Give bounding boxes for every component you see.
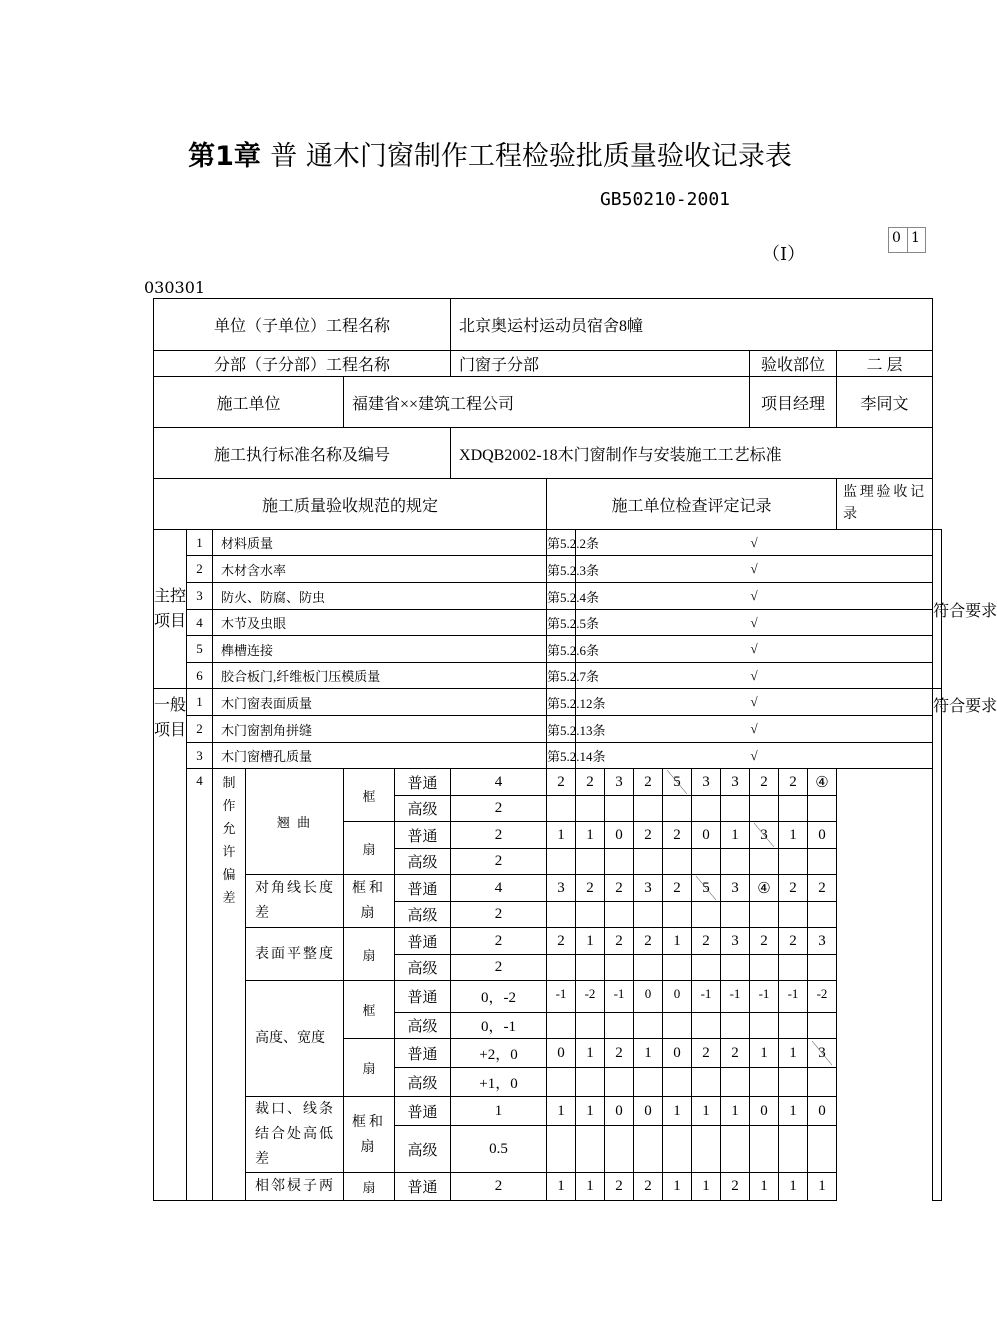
grade-high: 高级 [395, 1013, 451, 1039]
page-number-box [888, 227, 926, 253]
exec-standard-label: 施工执行标准名称及编号 [154, 428, 451, 479]
measure-cell: 0 [605, 1097, 634, 1126]
measure-cell: 1 [576, 928, 605, 955]
hw-frame-part: 框 [344, 981, 395, 1039]
table-row [154, 1173, 942, 1201]
tol-value: 0，-2 [451, 981, 547, 1013]
table-row [154, 636, 942, 663]
measure-cell: 3 [721, 769, 750, 796]
item-no: 5 [187, 636, 213, 663]
page-box-divider [907, 228, 908, 252]
item-name: 木门窗割角拼缝 [213, 716, 547, 743]
measure-cell: 2 [779, 875, 808, 902]
measure-cell: 2 [547, 928, 576, 955]
item-name: 防火、防腐、防虫 [213, 583, 547, 610]
table-row [154, 716, 942, 743]
item-no: 3 [187, 583, 213, 610]
table-row [154, 689, 942, 716]
item-result: √ [576, 610, 933, 636]
item-name: 木节及虫眼 [213, 610, 547, 636]
item-result: √ [576, 636, 933, 663]
tol-value: 0.5 [451, 1126, 547, 1173]
measure-cell: -2 [576, 981, 605, 1013]
tol-value: 0，-1 [451, 1013, 547, 1039]
flat-part: 扇 [344, 928, 395, 981]
measure-cell: 2 [634, 769, 663, 796]
measure-cell: 2 [605, 928, 634, 955]
item-clause: 第5.2.12条 [547, 689, 576, 716]
grade-normal: 普通 [395, 769, 451, 796]
item-name: 木材含水率 [213, 556, 547, 583]
grade-normal: 普通 [395, 1173, 451, 1201]
manager-label: 项目经理 [750, 377, 837, 428]
acceptance-part-label: 验收部位 [750, 351, 837, 377]
measure-cell: 2 [634, 1173, 663, 1201]
grade-normal: 普通 [395, 1039, 451, 1068]
item-name: 材料质量 [213, 530, 547, 556]
table-row [154, 663, 942, 689]
measure-cell: 5 [692, 875, 721, 902]
table-row [154, 981, 942, 1013]
supervise-header: 监理验收记录 [837, 479, 933, 530]
item-result: √ [576, 583, 933, 610]
warp-frame-part: 框 [344, 769, 395, 822]
measure-cell: 1 [663, 1097, 692, 1126]
row-subdivision [154, 351, 942, 377]
contractor-value: 福建省××建筑工程公司 [344, 377, 750, 428]
tol-value: 1 [451, 1097, 547, 1126]
measure-cell: 1 [576, 822, 605, 849]
measure-cell: 1 [663, 928, 692, 955]
measure-cell: 2 [721, 1173, 750, 1201]
measure-cell: 1 [808, 1173, 837, 1201]
tol-value: 4 [451, 875, 547, 902]
measure-cell: 0 [634, 1097, 663, 1126]
measure-cell: 3 [692, 769, 721, 796]
grade-normal: 普通 [395, 928, 451, 955]
measure-cell: 2 [605, 875, 634, 902]
item-no: 1 [187, 689, 213, 716]
measure-cell: 2 [692, 1039, 721, 1068]
item-clause: 第5.2.13条 [547, 716, 576, 743]
main-control-verdict: 符合要求 [933, 530, 942, 689]
grade-high: 高级 [395, 796, 451, 822]
table-row [154, 583, 942, 610]
measure-cell: 0 [605, 822, 634, 849]
warp-sash-part: 扇 [344, 822, 395, 875]
measure-cell: 1 [576, 1039, 605, 1068]
measure-cell: 1 [721, 1097, 750, 1126]
standard-code: GB50210-2001 [599, 189, 730, 210]
measure-cell: -1 [721, 981, 750, 1013]
measure-cell: 1 [634, 1039, 663, 1068]
measure-cell: 3 [808, 1039, 837, 1068]
table-row [154, 556, 942, 583]
tol-value: 2 [451, 796, 547, 822]
table-row [154, 743, 942, 769]
acceptance-part-value: 二 层 [837, 351, 933, 377]
table-row [154, 928, 942, 955]
item-clause: 第5.2.4条 [547, 583, 576, 610]
measure-cell: 3 [605, 769, 634, 796]
item-clause: 第5.2.3条 [547, 556, 576, 583]
grade-high: 高级 [395, 849, 451, 875]
item-result: √ [576, 743, 933, 769]
main-control-label: 主控项目 [154, 530, 187, 689]
measure-cell: 0 [663, 1039, 692, 1068]
measure-cell: 1 [692, 1173, 721, 1201]
item-result: √ [576, 530, 933, 556]
tol-value: 2 [451, 1173, 547, 1201]
item-clause: 第5.2.5条 [547, 610, 576, 636]
grade-normal: 普通 [395, 822, 451, 849]
diag-name: 对角线长度差 [246, 875, 344, 928]
measure-cell: 3 [634, 875, 663, 902]
inspection-table [153, 298, 997, 1201]
measure-cell: 2 [547, 769, 576, 796]
measure-cell: 1 [721, 822, 750, 849]
tol-value: +2，0 [451, 1039, 547, 1068]
form-roman-number: （Ⅰ） [762, 244, 806, 265]
grade-high: 高级 [395, 1068, 451, 1097]
measure-cell: -1 [605, 981, 634, 1013]
item-clause: 第5.2.14条 [547, 743, 576, 769]
measure-cell: 0 [692, 822, 721, 849]
measure-cell: -1 [779, 981, 808, 1013]
joint-part: 框和扇 [344, 1097, 395, 1173]
measure-cell: 3 [750, 822, 779, 849]
measure-cell: 2 [721, 1039, 750, 1068]
spec-header: 施工质量验收规范的规定 [154, 479, 547, 530]
table-row [154, 875, 942, 902]
measure-cell: 1 [547, 1097, 576, 1126]
table-row [154, 610, 942, 636]
row-standard [154, 428, 942, 479]
hw-sash-part: 扇 [344, 1039, 395, 1097]
flat-name: 表面平整度 [246, 928, 344, 981]
contractor-label: 施工单位 [154, 377, 344, 428]
joint-name: 裁口、线条结合处高低差 [246, 1097, 344, 1173]
table-row [154, 1097, 942, 1126]
title-chapter: 第1章 [188, 141, 261, 172]
item-no: 2 [187, 556, 213, 583]
item-no: 1 [187, 530, 213, 556]
item-clause: 第5.2.7条 [547, 663, 576, 689]
measure-cell: 3 [808, 928, 837, 955]
adj-part: 扇 [344, 1173, 395, 1201]
adj-name: 相邻棂子两 [246, 1173, 344, 1201]
tol-value: 2 [451, 849, 547, 875]
measure-cell: 2 [779, 928, 808, 955]
measure-cell: 5 [663, 769, 692, 796]
measure-cell: 2 [605, 1173, 634, 1201]
grade-high: 高级 [395, 902, 451, 928]
unit-label: 单位（子单位）工程名称 [154, 299, 451, 351]
item-result: √ [576, 689, 933, 716]
page-digit-1: 0 [892, 230, 901, 246]
tolerance-label: 制作允许偏差 [213, 769, 246, 1201]
measure-cell: 1 [750, 1039, 779, 1068]
measure-cell: 1 [779, 822, 808, 849]
exec-standard-value: XDQB2002-18木门窗制作与安装施工工艺标准 [451, 428, 933, 479]
item-no: 4 [187, 610, 213, 636]
page-digit-2: 1 [911, 230, 920, 246]
measure-cell: 2 [605, 1039, 634, 1068]
measure-cell: 2 [634, 928, 663, 955]
grade-high: 高级 [395, 955, 451, 981]
item-no: 3 [187, 743, 213, 769]
grade-normal: 普通 [395, 981, 451, 1013]
measure-cell: -1 [547, 981, 576, 1013]
item-result: √ [576, 716, 933, 743]
measure-cell: 1 [547, 1173, 576, 1201]
warp-name: 翘 曲 [246, 769, 344, 875]
measure-cell: 2 [663, 875, 692, 902]
check-header: 施工单位检查评定记录 [547, 479, 837, 530]
measure-cell: 2 [663, 822, 692, 849]
diag-part: 框和扇 [344, 875, 395, 928]
tol-value: 2 [451, 928, 547, 955]
general-label: 一般项目 [154, 689, 187, 1201]
unit-value: 北京奥运村运动员宿舍8幢 [451, 299, 933, 351]
measure-cell: 1 [779, 1173, 808, 1201]
grade-high: 高级 [395, 1126, 451, 1173]
title-text: 普 通木门窗制作工程检验批质量验收记录表 [270, 141, 792, 172]
subdivision-value: 门窗子分部 [451, 351, 750, 377]
item-clause: 第5.2.2条 [547, 530, 576, 556]
measure-cell: 3 [721, 875, 750, 902]
measure-cell: 0 [750, 1097, 779, 1126]
item-result: √ [576, 556, 933, 583]
grade-normal: 普通 [395, 875, 451, 902]
measure-cell: -2 [808, 981, 837, 1013]
grade-normal: 普通 [395, 1097, 451, 1126]
measure-cell: 0 [808, 1097, 837, 1126]
measure-cell: 1 [779, 1097, 808, 1126]
measure-cell: 1 [750, 1173, 779, 1201]
measure-cell: 1 [692, 1097, 721, 1126]
tol-value: 4 [451, 769, 547, 796]
hw-name: 高度、宽度 [246, 981, 344, 1097]
measure-cell: 1 [663, 1173, 692, 1201]
measure-cell: 0 [547, 1039, 576, 1068]
item-name: 胶合板门,纤维板门压模质量 [213, 663, 547, 689]
table-row [154, 769, 942, 796]
manager-value: 李同文 [837, 377, 933, 428]
page-title [0, 134, 980, 173]
measure-cell: 0 [634, 981, 663, 1013]
subdivision-label: 分部（子分部）工程名称 [154, 351, 451, 377]
item-no: 2 [187, 716, 213, 743]
item-no: 6 [187, 663, 213, 689]
measure-cell: 1 [779, 1039, 808, 1068]
row-column-headers [154, 479, 942, 530]
item-name: 榫槽连接 [213, 636, 547, 663]
measure-cell: -1 [750, 981, 779, 1013]
measure-cell: 2 [576, 769, 605, 796]
item-no: 4 [187, 769, 213, 1201]
measure-cell: 0 [663, 981, 692, 1013]
measure-cell: 3 [721, 928, 750, 955]
tol-value: 2 [451, 822, 547, 849]
measure-cell: 1 [547, 822, 576, 849]
measure-cell: 1 [576, 1173, 605, 1201]
measure-cell: 2 [634, 822, 663, 849]
measure-cell: -1 [692, 981, 721, 1013]
item-clause: 第5.2.6条 [547, 636, 576, 663]
measure-cell: 2 [750, 928, 779, 955]
form-code: 030301 [144, 278, 206, 297]
measure-cell: ④ [808, 769, 837, 796]
measure-cell: 2 [576, 875, 605, 902]
measure-cell: ④ [750, 875, 779, 902]
measure-cell: 2 [779, 769, 808, 796]
tol-value: 2 [451, 902, 547, 928]
measure-cell: 2 [808, 875, 837, 902]
measure-cell: 2 [692, 928, 721, 955]
measure-cell: 2 [750, 769, 779, 796]
measure-cell: 0 [808, 822, 837, 849]
row-unit [154, 299, 942, 351]
measure-cell: 1 [576, 1097, 605, 1126]
item-name: 木门窗表面质量 [213, 689, 547, 716]
row-contractor [154, 377, 942, 428]
table-row [154, 530, 942, 556]
item-name: 木门窗槽孔质量 [213, 743, 547, 769]
tol-value: 2 [451, 955, 547, 981]
measure-cell: 3 [547, 875, 576, 902]
tol-value: +1，0 [451, 1068, 547, 1097]
general-verdict: 符合要求 [933, 689, 942, 1201]
item-result: √ [576, 663, 933, 689]
